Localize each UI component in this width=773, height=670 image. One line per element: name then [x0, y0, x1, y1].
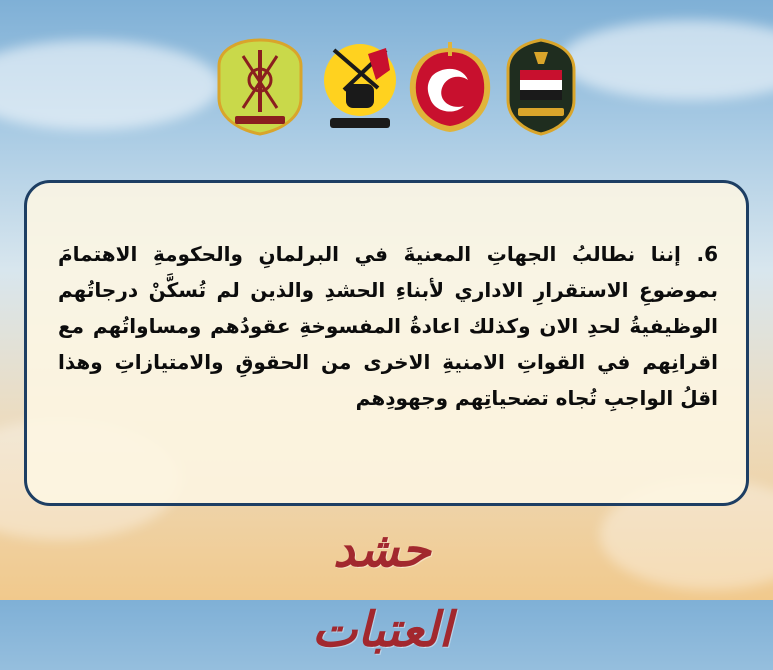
seal-emblem-logo — [504, 36, 578, 136]
signature-logotype: حشد العتبات — [312, 522, 452, 658]
red-flag-emblem-logo — [402, 40, 498, 136]
fist-emblem-logo — [320, 40, 400, 132]
logo-strip — [0, 36, 773, 136]
weapons-emblem-logo — [213, 36, 307, 136]
statement-text: 6. إننا نطالبُ الجهاتِ المعنيةَ في البرلمانِ والحكومةِ الاهتمامَ بموضوعِ الاستقرارِ الاداري لأبناءِ الحشدِ والذين لم تُسكَّنْ درجاتُهم الوظيفيةُ لحدِ الان وكذلك اعادةُ المفسوخةِ عقودُهم ومساواتُهم مع اقرانِهم في القواتِ الامنيةِ الاخرى من الحقوقِ والامتيازاتِ وهذا اقلُ الواجبِ تُجاه تضحياتِهم وجهودِهم — [58, 242, 718, 410]
